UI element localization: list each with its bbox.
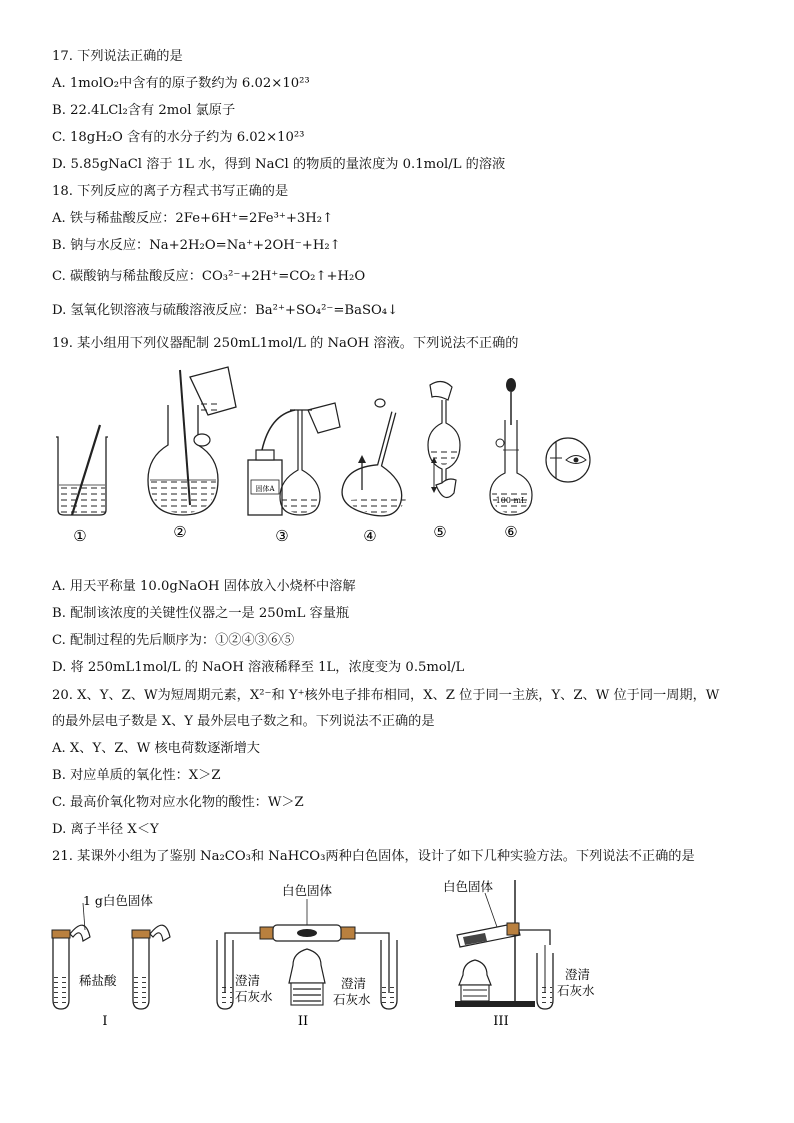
q21-stem: 21. 某课外小组为了鉴别 Na₂CO₃和 NaHCO₃两种白色固体，设计了如下几种实验方法。下列说法不正确的是 [52,849,695,864]
q18-option-d: D. 氢氧化钡溶液与硫酸溶液反应：Ba²⁺+SO₄²⁻=BaSO₄↓ [52,303,399,318]
fig3-solid-label: 白色固体 [443,879,494,894]
setup-III-drawing [443,879,595,1029]
beaker-stirring-drawing [56,425,108,515]
bottle-label: 固体A [255,485,275,493]
fig2-lime-right-2: 石灰水 [333,992,371,1007]
fig2-solid-label: 白色固体 [281,883,333,898]
q19-stem: 19. 某小组用下列仪器配制 250mL1mol/L 的 NaOH 溶液。下列说法不正确的 [52,336,519,351]
fig2-lime-left-1: 澄清 [235,973,261,988]
fig2-roman: II [297,1014,309,1029]
bottle-and-flask-drawing [248,403,340,515]
q19-apparatus-figure [50,365,595,550]
q20-option-a: A. X、Y、Z、W 核电荷数逐渐增大 [52,741,260,756]
q19-option-d: D. 将 250mL1mol/L 的 NaOH 溶液稀释至 1L，浓度变为 0.5mol/L [52,660,465,675]
q17-option-a: A. 1molO₂中含有的原子数约为 6.02×10²³ [52,76,310,91]
q20-stem-line2: 的最外层电子数是 X、Y 最外层电子数之和。下列说法不正确的是 [52,714,435,729]
fig3-lime-1: 澄清 [565,967,591,982]
flask-volume-label: 100 mL [495,496,527,505]
flask-with-arrow-drawing [338,399,423,521]
fig1-acid-label: 稀盐酸 [79,973,117,988]
q20-option-c: C. 最高价氧化物对应水化物的酸性：W＞Z [52,795,304,810]
setup-II-drawing [217,883,397,1029]
fig1-solid-label: 1 g白色固体 [83,893,153,908]
fig-label-6: ⑥ [504,523,518,541]
q17-stem: 17. 下列说法正确的是 [52,49,183,64]
q19-option-a: A. 用天平称量 10.0gNaOH 固体放入小烧杯中溶解 [52,579,356,594]
q17-option-c: C. 18gH₂O 含有的水分子约为 6.02×10²³ [52,130,305,145]
fig1-roman: I [102,1014,108,1029]
fig-label-5: ⑤ [433,523,447,541]
q20-option-b: B. 对应单质的氧化性：X＞Z [52,768,221,783]
q19-option-c: C. 配制过程的先后顺序为：①②④③⑥⑤ [52,633,295,648]
q19-option-b: B. 配制该浓度的关键性仪器之一是 250mL 容量瓶 [52,606,350,621]
fig2-lime-left-2: 石灰水 [235,989,273,1004]
fig-label-4: ④ [363,527,377,545]
q18-option-a: A. 铁与稀盐酸反应：2Fe+6H⁺=2Fe³⁺+3H₂↑ [52,211,334,226]
setup-I-drawing [52,893,170,1029]
fig-label-2: ② [173,523,187,541]
q17-option-b: B. 22.4LCl₂含有 2mol 氯原子 [52,103,236,118]
fig2-lime-right-1: 澄清 [341,976,367,991]
dropper-flask-drawing [490,378,532,515]
q20-stem-line1: 20. X、Y、Z、W为短周期元素，X²⁻和 Y⁺核外电子排布相同，X、Z 位于同一主族，Y、Z、W 位于同一周期，W [52,688,720,703]
q20-option-d: D. 离子半径 X＜Y [52,822,159,837]
q18-stem: 18. 下列反应的离子方程式书写正确的是 [52,184,289,199]
q18-option-c: C. 碳酸钠与稀盐酸反应：CO₃²⁻+2H⁺=CO₂↑+H₂O [52,269,366,284]
inverting-flask-drawing [428,381,460,497]
q17-option-d: D. 5.85gNaCl 溶于 1L 水，得到 NaCl 的物质的量浓度为 0.1mol/L 的溶液 [52,157,506,172]
fig-label-1: ① [73,527,87,545]
fig3-lime-2: 石灰水 [557,983,595,998]
fig3-roman: III [493,1014,509,1029]
pouring-flask-drawing [148,367,236,515]
q21-apparatus-figure [45,875,615,1035]
eye-level-inset [546,438,590,482]
fig-label-3: ③ [275,527,289,545]
q18-option-b: B. 钠与水反应：Na+2H₂O=Na⁺+2OH⁻+H₂↑ [52,238,341,253]
